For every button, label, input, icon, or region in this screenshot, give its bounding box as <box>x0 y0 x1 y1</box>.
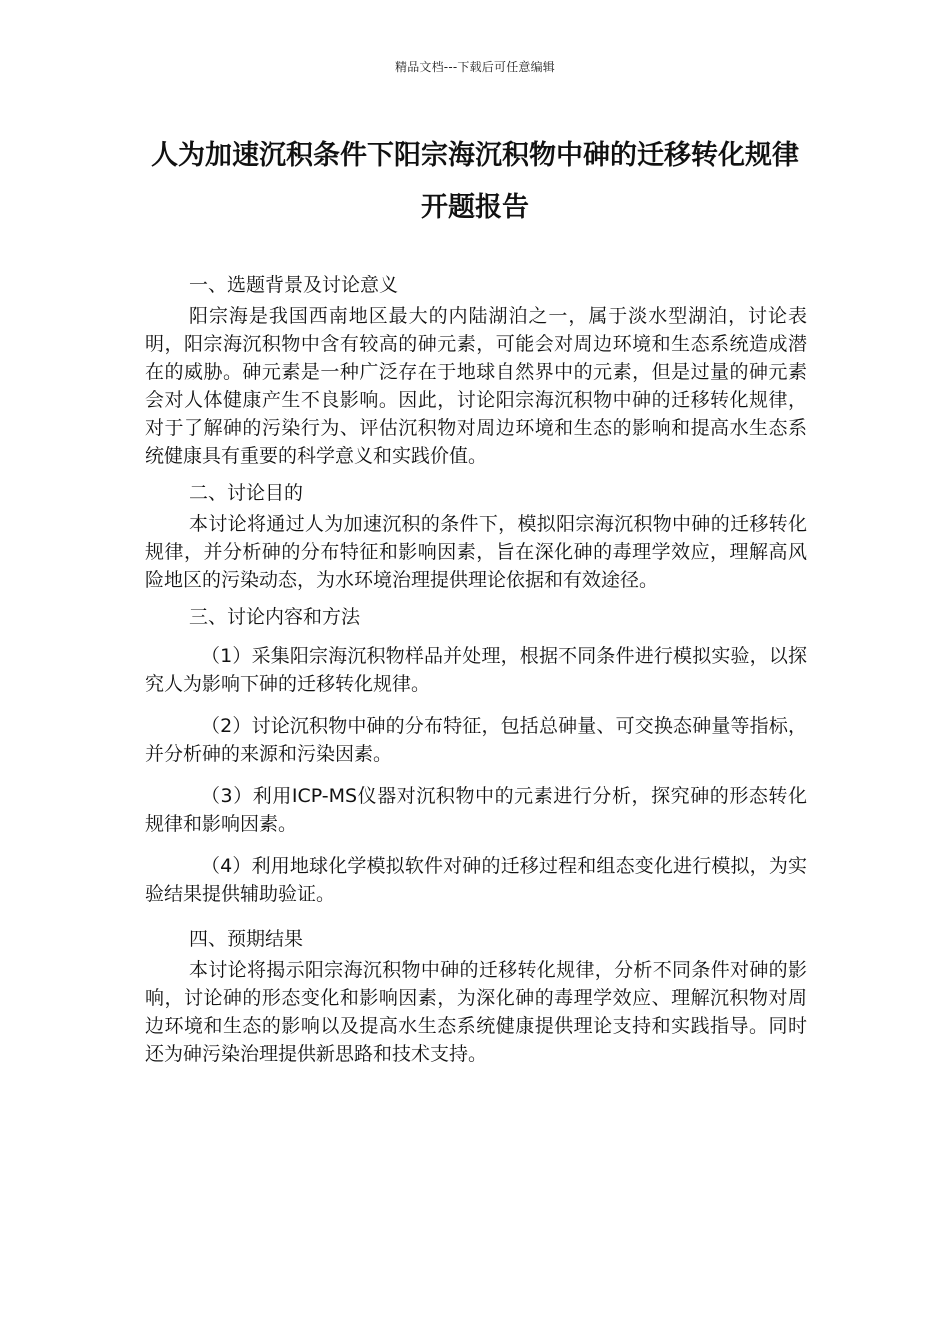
document-title: 人为加速沉积条件下阳宗海沉积物中砷的迁移转化规律开题报告 <box>151 140 799 223</box>
section-heading-background: 一、选题背景及讨论意义 <box>189 274 399 296</box>
document-body <box>145 268 807 1074</box>
method-item-3: （3）利用ICP-MS仪器对沉积物中的元素进行分析，探究砷的形态转化规律和影响因素。 <box>145 785 807 835</box>
method-item-4: （4）利用地球化学模拟软件对砷的迁移过程和组态变化进行模拟，为实验结果提供辅助验证。 <box>145 855 807 905</box>
section-heading-purpose: 二、讨论目的 <box>189 482 304 504</box>
method-item-1: （1）采集阳宗海沉积物样品并处理，根据不同条件进行模拟实验，以探究人为影响下砷的迁移转化规律。 <box>145 645 807 695</box>
section-heading-methods: 三、讨论内容和方法 <box>189 606 361 628</box>
section-heading-results: 四、预期结果 <box>189 928 304 950</box>
section-paragraph-background: 阳宗海是我国西南地区最大的内陆湖泊之一，属于淡水型湖泊，讨论表明，阳宗海沉积物中含有较高的砷元素，可能会对周边环境和生态系统造成潜在的威胁。砷元素是一种广泛存在于地球自然界中的元素，但是过量的砷元素会对人体健康产生不良影响。因此，讨论阳宗海沉积物中砷的迁移转化规律，对于了解砷的污染行为、评估沉积物对周边环境和生态的影响和提高水生态系统健康具有重要的科学意义和实践价值。 <box>145 305 807 467</box>
section-paragraph-purpose: 本讨论将通过人为加速沉积的条件下，模拟阳宗海沉积物中砷的迁移转化规律，并分析砷的分布特征和影响因素，旨在深化砷的毒理学效应，理解高风险地区的污染动态，为水环境治理提供理论依据和有效途径。 <box>145 513 807 591</box>
method-item-2: （2）讨论沉积物中砷的分布特征，包括总砷量、可交换态砷量等指标，并分析砷的来源和污染因素。 <box>145 715 807 765</box>
header-note: 精品文档---下载后可任意编辑 <box>395 60 555 74</box>
section-paragraph-results: 本讨论将揭示阳宗海沉积物中砷的迁移转化规律，分析不同条件对砷的影响，讨论砷的形态变化和影响因素，为深化砷的毒理学效应、理解沉积物对周边环境和生态的影响以及提高水生态系统健康提供理论支持和实践指导。同时还为砷污染治理提供新思路和技术支持。 <box>145 959 807 1065</box>
